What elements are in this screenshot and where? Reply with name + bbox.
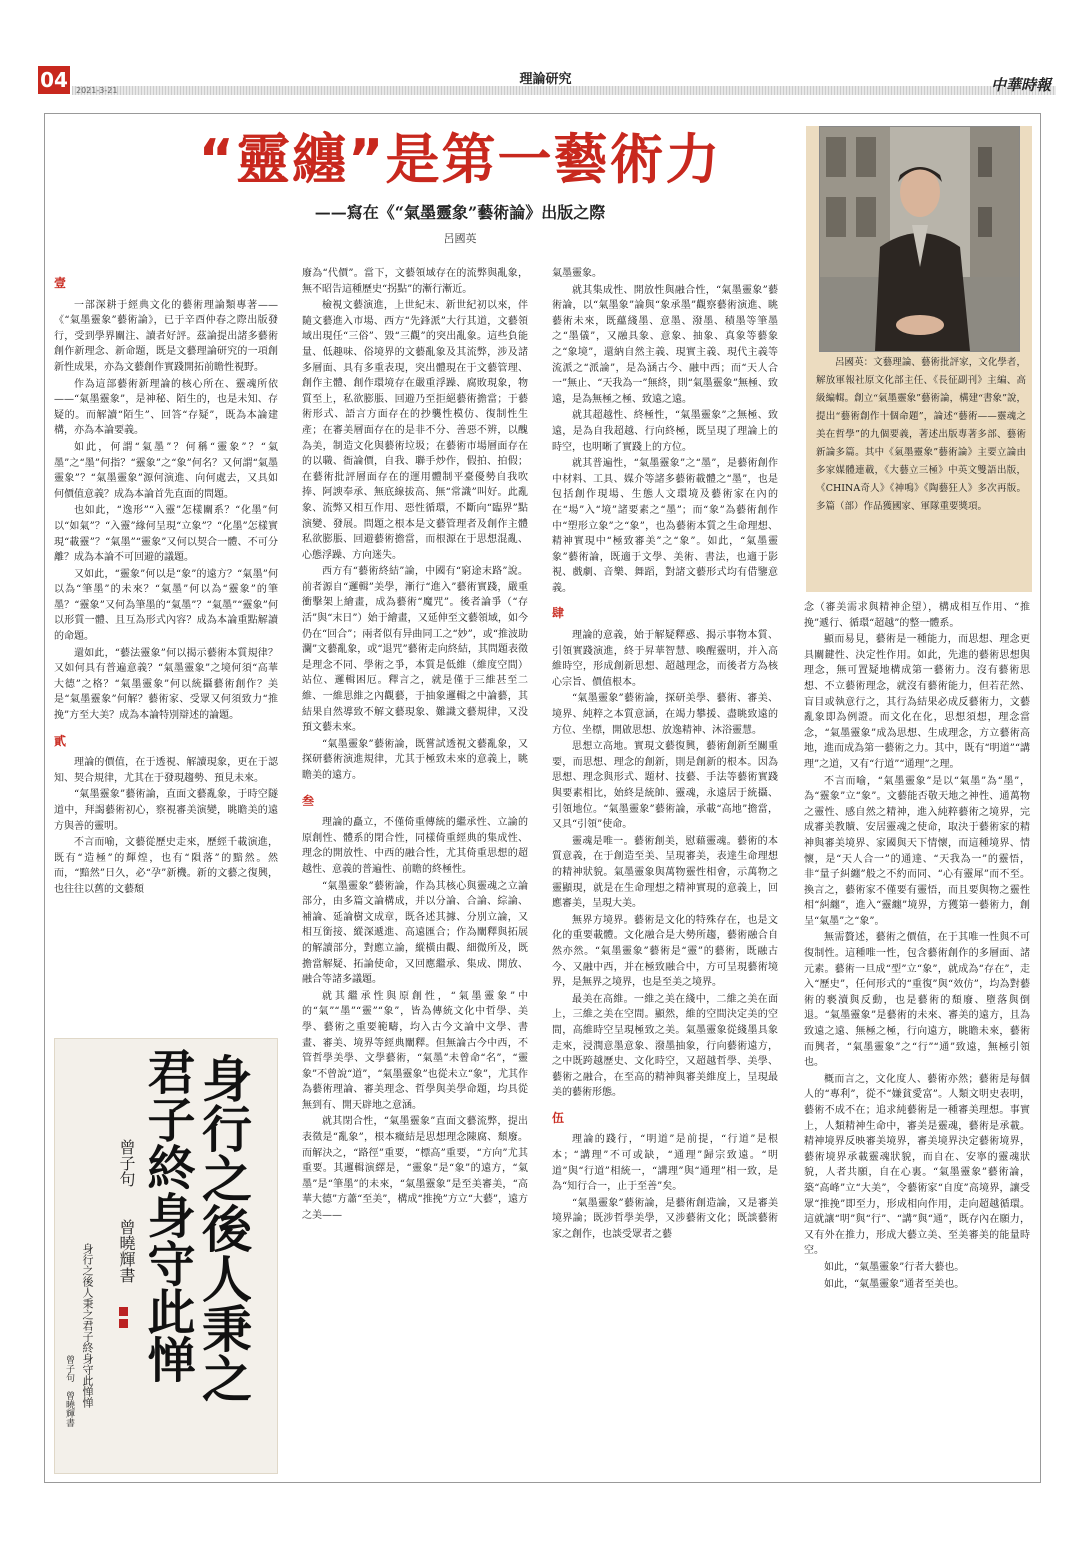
paragraph: 思想立高地。實現文藝復興，藝術創新至關重要，而思想、理念的創新，則是創新的根本。因為思想、理念與形式、題材、技藝、手法等藝術實踐與要素相比，始終是統帥、靈魂，永遠居于統攝、引領地位。“氣墨靈象”藝術論，承載“高地”擔當，又具“引領”使命。	[552, 741, 778, 831]
paragraph: 顯而易見，藝術是一種能力，而思想、理念更具關鍵性、決定性作用。如此，先進的藝術思想與理念，無可置疑地構成第一藝術力。沒有藝術思想、不立藝術理念，就沒有藝術能力，但若茫然、盲目或執意行之，其行為結果必成反藝術力，文藝亂象即為例證。而文化在化，思想須想，理念當念，“氣墨靈象”成為思想、生成理念，方立藝術高地，進而成為第一藝術之力。其中，既有“明道”“講理”之道，又有“行道”“通理”之理。	[804, 634, 1030, 770]
calligraphy-signature: 曾曉輝書	[117, 1219, 136, 1283]
bio-paragraph: 呂國英：文藝理論、藝術批評家，文化學者，解放軍報社原文化部主任、《長征副刊》主編、高級編輯。創立“氣墨靈象”藝術論，構建“書象”說，提出“藝術創作十個命題”，論述“藝術——靈魂之美在哲學”的九個要義，著述出版專著多部、藝術新論多篇。其中《氣墨靈象”藝術論》主要立論由多家媒體連載，《大藝立三極》中英文雙語出版，《CHINA奇人》《神鳴》《陶藝狂人》多次再版。多篇（部）作品獲國家、軍隊重要獎項。	[816, 357, 1026, 512]
paragraph: 一部深耕于經典文化的藝術理論類專著——《“氣墨靈象”藝術論》，已于辛酉仲春之際出版發行，受到學界關注、讀者好評。茲論提出諸多藝術創作新理念、新命題，既是文藝理論研究的一項創新性成果，亦為文藝創作實踐開拓前瞻性視野。	[54, 299, 278, 373]
paragraph: 概而言之，文化度人、藝術亦然；藝術是每個人的“專利”，從不“嫌貧愛富”。人類文明史表明，藝術不成不在；追求純藝術是一種審美理想。事實上，人類精神生命中，審美是靈魂，藝術是承載。精神境界反映審美境界，審美境界決定藝術境界，藝術境界承載靈魂狀貌，而自在、安寧的靈魂狀貌，人者共願，自在心裏。“氣墨靈象”藝術論，築“高峰”立“大美”，令藝術家“自度”高境界，讓受眾“推挽”即至力，形成相向作用，走向超越循環。這就讓“明”與“行”、“講”與“通”，既存內在願力，又有外在推力，形成大藝立美、至美審美的能量時空。	[804, 1073, 1030, 1257]
subheadline: ——寫在《“氣墨靈象”藝術論》出版之際	[314, 203, 606, 222]
paragraph: 無需贅述，藝術之價值，在于其唯一性與不可復制性。這種唯一性，包含藝術創作的多層面、諸元素。藝術一旦成“型”立“象”，就成為“存在”，走入“歷史”，任何形式的“重復”與“效仿”，均為對藝術的褻瀆與反動，也是藝術的頹廢、墮落與倒退。“氣墨靈象”是藝術的未來、審美的遠方，且為致遠之遠、無極之極，行向遠方，眺瞻未來，藝術而興者，“氣墨靈象”之“行”“通”致遠，無極引領也。	[804, 932, 1030, 1069]
paragraph: “氣墨靈象”藝術論，探研美學、藝術、審美、境界、純粹之本質意涵，在竭力攀援、盡眺致遠的方位、坐標，開啟思想、放逸精神、沐浴靈慧。	[552, 693, 778, 736]
paragraph: 就其集成性、開放性與融合性，“氣墨靈象”藝術論，以“氣墨象”論與“象承墨”觀察藝術演進、眺藝術未來，既蘊綫墨、意墨、潑墨、積墨等筆墨之“墨儀”，又融具象、意象、抽象、真象等藝象之“象境”，還納自然主義、現實主義、現代主義等流派之“派論”，是為涵古今、融中西；而“天人合一”無止、“天我為一”無終，則“氣墨靈象”無極、致遠，是為無極之極、致遠之遠。	[552, 284, 778, 405]
issue-date: 2021-3-21	[76, 86, 118, 95]
author-photo	[819, 126, 1020, 352]
red-seal-icon	[119, 1307, 128, 1316]
section-heading: 叁	[302, 793, 315, 808]
article-column-1	[54, 266, 278, 1038]
paragraph: 就其繼承性與原創性，“氣墨靈象”中的“氣”“墨”“靈”“象”，皆為傳統文化中哲學、美學、藝術之重要範疇，均入古今文論中文學、書畫、審美、境界等經典闡釋。但無論古今中西，不管哲學美學、文學藝術，“氣墨”未曾命“名”，“靈象”不曾說“道”，“氣墨靈象”也從未立“象”，尤其作為藝術理論、審美理念、哲學與美學命題，均具從無到有、開天辟地之意涵。	[302, 990, 528, 1111]
paragraph: 無界方境界。藝術是文化的特殊存在，也是文化的重要載體。文化融合是大勢所趨，藝術融合自然亦然。“氣墨靈象”藝術是“靈”的藝術，既融古今、又融中西，并在極致融合中，方可呈現藝術境界，是無界之境界，也是至美之境界。	[552, 914, 778, 989]
page-number: 04	[38, 66, 70, 94]
paragraph: “氣墨靈象”藝術論，既嘗試透視文藝亂象，又探研藝術演進規律，尤其于極致未來的意義上，眺瞻美的遠方。	[302, 738, 528, 781]
paragraph: 理論的矗立，不僅倚重傳統的繼承性、立論的原創性、體系的閉合性，同樣倚重經典的集成性、理念的開放性、中西的融合性，尤其倚重思想的超越性、意義的普遍性、前瞻的終極性。	[302, 817, 528, 875]
paragraph: 檢視文藝演進，上世紀末、新世紀初以來，伴隨文藝進入市場、西方“先鋒派”大行其道，文藝領域出現任“三俗”、毀“三觀”的突出亂象。這些負能量、低趣味、俗境界的文藝亂象及其流弊，涉及諸多層面、具有多重表現，突出體現在于文藝管理、創作主體、創作環境存在嚴重浮躁、腐敗現象，物質至上，私欲膨脹、回避乃至拒絕藝術擔當；于藝術形式、語言方面存在的抄襲性模仿、復制性生產；在審美層面存在的是非不分、善惡不辨，以醜為美，制造文化與藝術垃圾；在藝術市場層面存在的以職、衙論價，自我、聯手炒作，假拍、拍假；在藝術批評層面存在的運用體制平臺優勢自我吹捧、阿諛奉承、無底線拔高、無“常識”叫好。此亂象、流弊又相互作用、惡性循環，不斷向“臨界”點演變、發展。問題之根本是文藝管理者及創作主體私欲膨脹、回避藝術擔當，而根源在于思想混亂、心態浮躁、方向迷失。	[302, 300, 528, 561]
paragraph: 念（審美需求與精神企望），構成相互作用、“推挽”遞行、循環“超越”的整一體系。	[804, 602, 1030, 629]
paragraph: 也如此，“逸形”“入靈”怎樣關系？“化墨”何以“如氣”？“入靈”緣何呈現“立象”？“化墨”怎樣實現“載靈”？“氣墨”“靈象”又何以契合一體、不可分離？成為本論不可回避的議題。	[54, 505, 278, 564]
paragraph: 西方有“藝術終結”論，中國有“窮途末路”說。前者源自“邏輯”美學，漸行“進入”藝術實踐，嚴重衝擊架上繪畫，成為藝術“魔咒”。後者論爭（“存活”與“末日”）始于繪畫，又延伸至文藝領域，如今仍在“回合”；兩者似有异曲同工之“妙”，或“推波助瀾”文藝亂象，或“退咒”藝術走向終結，其問題表徵是理念不同、學術之爭，本質是低維（維度空間）站位、邏輯困厄。釋言之，就是僅于三維甚至二維、一維思維之內觀藝，于抽象邏輯之中論藝，其結果自然導致不解文藝現象、難識文藝規律，又没預文藝未來。	[302, 566, 528, 734]
paragraph: 靈魂是唯一。藝術創美，慰藉靈魂。藝術的本質意義，在于創造至美、呈現審美，表達生命理想的精神狀貌。氣墨靈象與萬物靈性相會，示萬物之靈顯現，就是在生命理想之精神實現的意義上，回應審美，呈現大美。	[552, 835, 778, 910]
calligraphy-attribution: 曾子句	[117, 1139, 136, 1187]
paragraph: 還如此，“藝法靈象”何以揭示藝術本質規律？又如何具有普遍意義？“氣墨靈象”之境何須“高華大德”之格？“氣墨靈象”何以統攝藝術創作？美是“氣墨靈象”何解？藝術家、受眾又何須致力“推挽”方至大美？成為本論特別辯述的論題。	[54, 647, 278, 722]
calligraphy-line-1: 身行之後人秉之	[194, 1053, 253, 1403]
paragraph: 理論的意義，始于解疑釋惑、揭示事物本質、引領實踐演進，終于昇華智慧、喚醒靈明，并入高維時空，形成創新思想、超越理念，而後者方為核心宗旨、價值根本。	[552, 630, 778, 688]
article-column-4	[804, 600, 1030, 1476]
paragraph: 理論的踐行，“明道”是前提，“行道”是根本；“講理”不可或缺，“通理”歸宗致遠。“明道”與“行道”相統一，“講理”與“通理”相一致，是為“知行合一，止于至善”矣。	[552, 1134, 778, 1193]
paragraph: 就其普遍性，“氣墨靈象”之“墨”，是藝術創作中材料、工具、媒介等諸多藝術載體之“墨”，也是包括創作現場、生態人文環境及藝術家在內的在“場”入“境”諸要素之“墨”；而“象”為藝術創作中“塑形立象”之“象”，也為藝術本質之生命理想、精神實現中“極致審美”之“象”。如此，“氣墨靈象”藝術論，既適于文學、美術、書法，也適于影視、戲劇、音樂、舞蹈，對諸文藝形式均有借鑒意義。	[552, 458, 778, 594]
paragraph: “氣墨靈象”藝術論，是藝術創造論，又是審美境界論；既涉哲學美學，又涉藝術文化；既談藝術家之創作，也談受眾者之藝	[552, 1197, 778, 1241]
paragraph: 如此，“氣墨靈象”行者大藝也。	[824, 1261, 965, 1273]
article-column-3	[552, 266, 778, 1476]
paragraph: 理論的價值，在于透視、解讀現象，更在于認知、契合規律，尤其在于發現趨勢、預見未來。	[54, 757, 278, 784]
calligraphy-line-2: 君子終身守此惮	[139, 1047, 195, 1383]
calligraphy-caption-2: 曾子句 曾曉輝書	[64, 1355, 74, 1427]
section-heading: 伍	[552, 1110, 565, 1125]
section-heading: 貳	[54, 733, 67, 748]
calligraphy-caption-1: 身行之後人秉之君子終身守此惮惮	[81, 1243, 94, 1408]
section-heading: 壹	[54, 276, 67, 290]
author-portrait-image	[820, 127, 1019, 351]
paragraph: 不言而喻，“氣墨靈象”是以“氣墨”為“墨”，為“靈象”立“象”。文藝能否敬天地之神性、通萬物之靈性、感自然之精神，進入純粹藝術之境界，完成審美教贖、安居靈魂之使命，取決于藝術家的精神與審美境界、家國與天下情懷，而這種境界、情懷，是“天人合一”的通達、“天我為一”的靈悟，非“量子糾纏”般之不約而同、“心有靈犀”而不至。換言之，藝術家不僅要有靈悟，而且要與物之靈性相“糾纏”，進入“靈纏”境界，方獲第一藝術力，創呈“氣墨”之“象”。	[804, 775, 1030, 927]
section-heading: 肆	[552, 606, 565, 621]
paragraph: 作為這部藝術新理論的核心所在、靈魂所依——“氣墨靈象”，是神秘、陌生的，也是未知、存疑的。而解讀“陌生”、回答“存疑”，既為本論建構，亦為本論要義。	[54, 378, 278, 437]
paragraph: “氣墨靈象”藝術論，直面文藝亂象，于時空隧道中，拜謁藝術初心，察視審美演變，眺瞻美的遠方與善的靈明。	[54, 789, 278, 832]
paragraph: 就其閉合性，“氣墨靈象”直面文藝流弊，提出表徵是“亂象”，根本癥結是思想理念陳腐、頹廢。而解決之，“路徑”重要，“標高”重要，“方向”尤其重要。其邏輯演繹是，“靈象”是“象”的遠方，“氣墨”是“筆墨”的未來，“氣墨靈象”是至美審美，“高華大德”方蕭“至美”，構成“推挽”方立“大藝”，遠方之美——	[302, 1116, 528, 1222]
paragraph: 如此，何謂“氣墨”？何稱“靈象”？“氣墨”之“墨”何指？“靈象”之“象”何名？又何謂“氣墨靈象”？“氣墨靈象”源何演進、向何處去，又具如何價值意義？成為本論首先直面的問題。	[54, 441, 278, 500]
paragraph: 廢為“代價”。當下，文藝領域存在的流弊與亂象，無不昭告這種歷史“拐點”的漸行漸近。	[302, 268, 528, 295]
byline: 呂國英	[443, 232, 477, 245]
author-bio-text	[816, 354, 1026, 516]
headline: “靈纏”是第一藝術力	[198, 128, 722, 191]
red-seal-icon	[119, 1319, 128, 1328]
article-column-2	[302, 266, 528, 1476]
paragraph: 就其超越性、終極性，“氣墨靈象”之無極、致遠，是為自我超越、行向終極，既呈現了理論上的時空，也明晰了實踐上的方位。	[552, 410, 778, 453]
paragraph: 氣墨靈象。	[552, 268, 602, 279]
calligraphy-artwork	[54, 1038, 278, 1474]
section-title: 理論研究	[519, 72, 572, 87]
paragraph: “氣墨靈象”藝術論，作為其核心與靈魂之立論部分，由多篇文論構成，并以分論、合論、綜論、補論、延論樹文成章，既各述其據、分別立論，又相互銜接、縱深遞進、高遠匯合；作為闡釋與拓展的解讀部分，對應立論，縱橫由觀、細微所及，既擔當解疑、拓論使命，又回應繼承、集成、開放、融合等諸多議題。	[302, 880, 528, 986]
paragraph: 不言而喻，文藝從歷史走來，歷經千載演進，既有“造極”的輝煌，也有“隕落”的黯然。然而，“黯然”日久，必“孕”新機。新的文藝之復興，也往往以舊的文藝頹	[54, 837, 278, 895]
masthead-logo: 中華時報	[990, 76, 1051, 94]
paragraph: 如此，“氣墨靈象”通者至美也。	[824, 1278, 965, 1290]
paragraph: 最美在高維。一維之美在綫中，二維之美在面上，三維之美在空間。顯然，維的空間決定美的空間，高維時空呈現極致之美。氣墨靈象從綫墨具象走來，浸潤意墨意象、潑墨抽象，行向藝術遠方，之中既跨越歷史、文化時空，又超越哲學、美學、藝術之融合，在至高的精神與審美維度上，呈現最美的藝術形態。	[552, 993, 778, 1099]
paragraph: 又如此，“靈象”何以是“象”的遠方？“氣墨”何以為“筆墨”的未來？“氣墨”何以為“靈象”的筆墨？“靈象”又何為筆墨的“氣墨”？“氣墨”“靈象”何以形質一體、且互為形式內容？成為本論重點解讀的命題。	[54, 568, 278, 643]
header-bar	[72, 86, 1056, 95]
